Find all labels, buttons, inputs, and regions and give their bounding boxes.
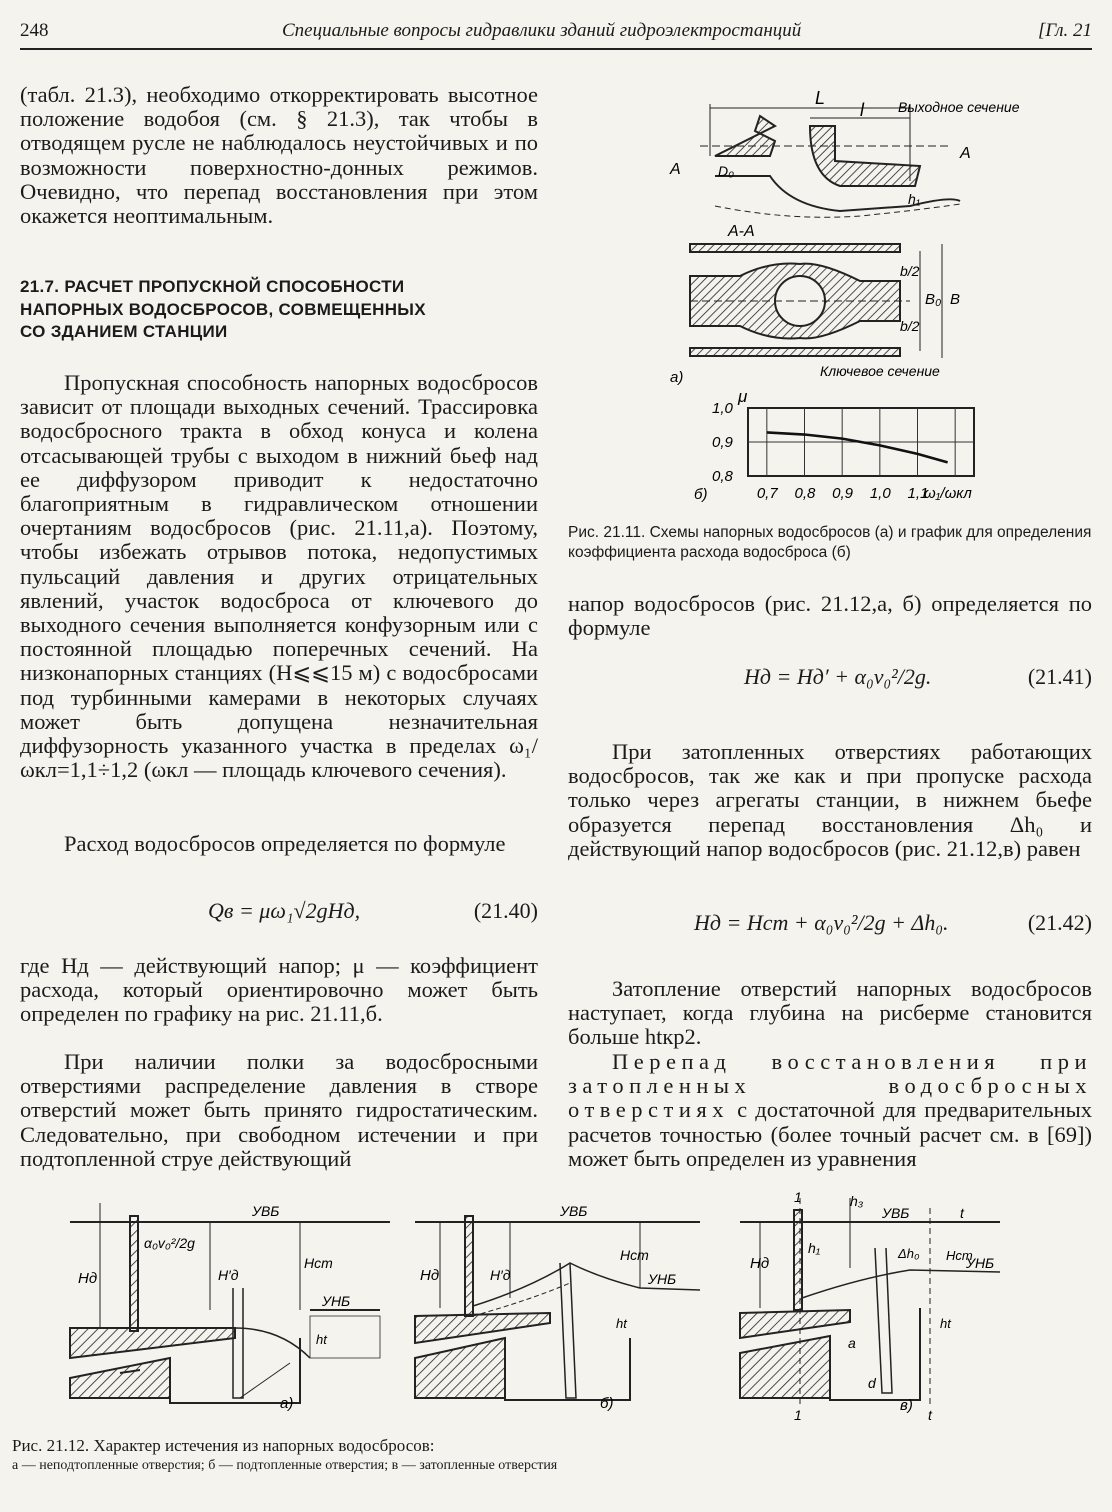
fig11-label-section-AA: А-А <box>728 223 755 240</box>
right-paragraph-3-text: Затопление отверстий напорных водосбросов наступает, когда глубина на рисберме становится больше htкр2. <box>568 976 1092 1050</box>
fig12-a-hst: Hст <box>304 1255 333 1271</box>
section-title-line-3: СО ЗДАНИЕМ СТАНЦИИ <box>20 322 228 341</box>
right-paragraph-4-rest: с достаточной для предварительных расчетов точностью (более точный расчет см. в [69]) может быть определен из уравнения <box>568 1097 1093 1171</box>
fig12-a-hd: Hд <box>78 1270 98 1287</box>
right-paragraph-1-text: напор водосбросов (рис. 21.12,а, б) определяется по формуле <box>568 591 1092 641</box>
chart-x-ticks <box>757 485 929 502</box>
fig-21-12-caption-line-2: а — неподтопленные отверстия; б — подтопленные отверстия; в — затопленные отверстия <box>12 1458 558 1473</box>
chart-x-tick-4: 1,1 <box>907 485 929 502</box>
fig12-v-t-bottom: t <box>928 1407 932 1423</box>
chart-x-label: ω₁/ωкл <box>924 485 972 502</box>
fig12-a-velhead: α₀v₀²/2g <box>144 1235 195 1251</box>
fig-21-12 <box>60 1188 1020 1428</box>
fig12-b-ht: ht <box>616 1316 627 1331</box>
fig12-v-h3: h₃ <box>850 1193 864 1209</box>
left-para-4 <box>20 954 538 1027</box>
chart-x-tick-0: 0,7 <box>756 485 778 502</box>
eq-21-41-number: (21.41) <box>1027 664 1092 689</box>
left-paragraph-2-text: Пропускная способность напорных водосбросов зависит от площади выходных сечений. Трассировка водосбросного тракта в обход конуса и колена отсасывающей трубы с выходом в нижний бьеф над ее диффузором приводит к недостаточно благоприятным в гидравлическом отношении очертаниям водосбросов (рис. 21.11,а). Поэтому, чтобы избежать отрывов потока, недопустимых пульсаций давления и других отрицательных явлений, участок водосброса от ключевого до выходного сечения выполняется конфузорным или с постоянной площадью поперечных сечений. На низконапорных станциях (H⩽⩽15 м) с водосбросами под турбинными камерами в некоторых случаях может быть допущена незначительная диффузорность указанного участка в пределах ω₁/ωкл=1,1÷1,2 (ωкл — площадь ключевого сечения). <box>20 370 538 783</box>
fig12-v-dh0: Δh₀ <box>898 1246 920 1261</box>
section-title <box>20 276 450 344</box>
eq-21-42-formula: Hд = Hст + α₀v₀²/2g + Δh₀. <box>694 910 949 935</box>
right-para-2 <box>568 740 1092 861</box>
chart-y-ticks <box>712 400 734 485</box>
fig12-v-d: d <box>868 1375 876 1391</box>
left-paragraph-3-text: Расход водосбросов определяется по формуле <box>64 831 506 856</box>
right-para-1 <box>568 592 1092 640</box>
running-header <box>20 18 1092 46</box>
page-number: 248 <box>20 20 49 41</box>
fig11-label-exit-section: Выходное сечение <box>898 99 1020 115</box>
fig12-a-ht: ht <box>316 1332 327 1347</box>
fig11-label-D0: D₀ <box>718 163 735 179</box>
fig12-v-one-top: 1 <box>794 1189 802 1205</box>
fig12-panel-b <box>415 1216 700 1400</box>
left-paragraph-5-text: При наличии полки за водосбросными отверстиями распределение давления в створе отверстий может быть принято гидростатическим. Следовательно, при свободном истечении и при подтопленной струе действующий <box>20 1049 538 1171</box>
fig11-label-b-half-top: b/2 <box>900 263 920 279</box>
header-rule <box>20 48 1092 50</box>
fig12-a-uvb: УВБ <box>252 1203 280 1219</box>
fig12-v-hst: Hст <box>946 1248 973 1263</box>
eq-21-40-formula: Qв = μω₁√2gHд, <box>208 898 361 923</box>
fig11-label-key-section: Ключевое сечение <box>820 363 940 379</box>
equation-21-40 <box>20 898 538 930</box>
left-paragraph-4-text: где Hд — действующий напор; μ — коэффициент расхода, который ориентировочно может быть определен по графику на рис. 21.11,б. <box>20 953 538 1027</box>
chart-series-line <box>767 432 948 462</box>
fig-21-12-caption <box>12 1436 1102 1476</box>
fig12-b-part: б) <box>600 1395 614 1412</box>
fig12-v-unb: УНБ <box>966 1255 995 1271</box>
chapter-label: [Гл. 21 <box>1038 20 1092 41</box>
chart-y-tick-0: 1,0 <box>712 400 733 417</box>
right-paragraph-2-text: При затопленных отверстиях работающих водосбросов, так же как и при пропуске расхода только через агрегаты станции, в нижнем бьефе образуется перепад восстановления Δh₀ и действующий напор водосбросов (рис. 21.12,в) равен <box>568 739 1092 861</box>
fig12-a-hdprime: H′д <box>218 1267 239 1283</box>
fig-21-11-caption-text: Рис. 21.11. Схемы напорных водосбросов (а) и график для определения коэффициента расхода водосброса (б) <box>568 524 1092 561</box>
fig12-v-a: a <box>848 1335 856 1351</box>
fig12-a-part: а) <box>280 1395 294 1412</box>
fig11-label-l: l <box>860 100 864 120</box>
left-para-1 <box>20 83 538 228</box>
fig-21-12-caption-line-1: Рис. 21.12. Характер истечения из напорных водосбросов: <box>12 1436 435 1455</box>
fig11-label-B: B <box>950 291 961 308</box>
eq-21-42-number: (21.42) <box>1027 910 1092 935</box>
chart-y-tick-1: 0,9 <box>712 434 733 451</box>
fig12-v-one-bottom: 1 <box>794 1407 802 1423</box>
fig12-v-t-top: t <box>960 1205 964 1221</box>
fig11-label-A-right: A <box>960 145 971 162</box>
fig-21-11-caption <box>568 523 1092 563</box>
fig-21-11 <box>660 86 1020 516</box>
chart-y-label: μ <box>738 387 748 406</box>
fig11-part-a-label: а) <box>670 369 684 386</box>
chart-y-tick-2: 0,8 <box>712 468 733 485</box>
left-para-5 <box>20 1050 538 1171</box>
fig-21-11-a-plan <box>690 244 942 358</box>
chart-part-label: б) <box>694 486 708 503</box>
fig12-b-hd: Hд <box>420 1267 440 1284</box>
fig11-label-h1: h₁ <box>908 191 921 207</box>
fig12-b-uvb: УВБ <box>560 1203 588 1219</box>
right-paragraph-4-spaced: Перепад восстановления при затопленных водосбросных отверстиях <box>568 1049 1092 1123</box>
right-para-4 <box>568 1050 1092 1171</box>
fig-21-11-a-section <box>700 104 960 217</box>
chart-x-tick-1: 0,8 <box>794 485 816 502</box>
equation-21-41 <box>568 664 1092 700</box>
fig12-v-part: в) <box>900 1397 913 1414</box>
fig12-b-unb: УНБ <box>648 1271 677 1287</box>
fig11-label-A-left: A <box>670 161 681 178</box>
right-para-3 <box>568 977 1092 1050</box>
fig12-a-unb: УНБ <box>322 1293 351 1309</box>
left-para-3 <box>20 832 538 856</box>
fig12-v-hd: Hд <box>750 1255 770 1272</box>
fig12-v-uvb: УВБ <box>882 1205 910 1221</box>
section-title-line-2: НАПОРНЫХ ВОДОСБРОСОВ, СОВМЕЩЕННЫХ <box>20 299 426 319</box>
chart-x-tick-3: 1,0 <box>869 485 891 502</box>
fig12-v-ht: ht <box>940 1316 951 1331</box>
fig12-v-h1: h₁ <box>808 1240 821 1256</box>
fig12-b-hdprime: H′д <box>490 1267 511 1283</box>
eq-21-40-number: (21.40) <box>473 898 538 923</box>
fig11-label-b-half-bottom: b/2 <box>900 318 920 334</box>
chart-x-tick-2: 0,9 <box>832 485 854 502</box>
eq-21-41-formula: Hд = Hд′ + α₀v₀²/2g. <box>744 664 932 689</box>
left-paragraph-1-text: (табл. 21.3), необходимо откорректировать высотное положение водобоя (см. § 21.3), так чтобы в отводящем русле не наблюдалось неустойчивых и по возможности поверхностно-донных режимов. Очевидно, что перепад восстановления при этом окажется неоптимальным. <box>20 82 538 229</box>
running-title: Специальные вопросы гидравлики зданий гидроэлектростанций <box>282 20 802 41</box>
section-title-line-1: 21.7. РАСЧЕТ ПРОПУСКНОЙ СПОСОБНОСТИ <box>20 277 405 296</box>
left-para-2 <box>20 371 538 782</box>
fig11-label-L: L <box>815 88 826 108</box>
chart-series <box>767 432 948 462</box>
equation-21-42 <box>568 910 1092 946</box>
fig11-label-B0: B₀ <box>925 291 942 308</box>
fig12-b-hst: Hст <box>620 1247 649 1263</box>
